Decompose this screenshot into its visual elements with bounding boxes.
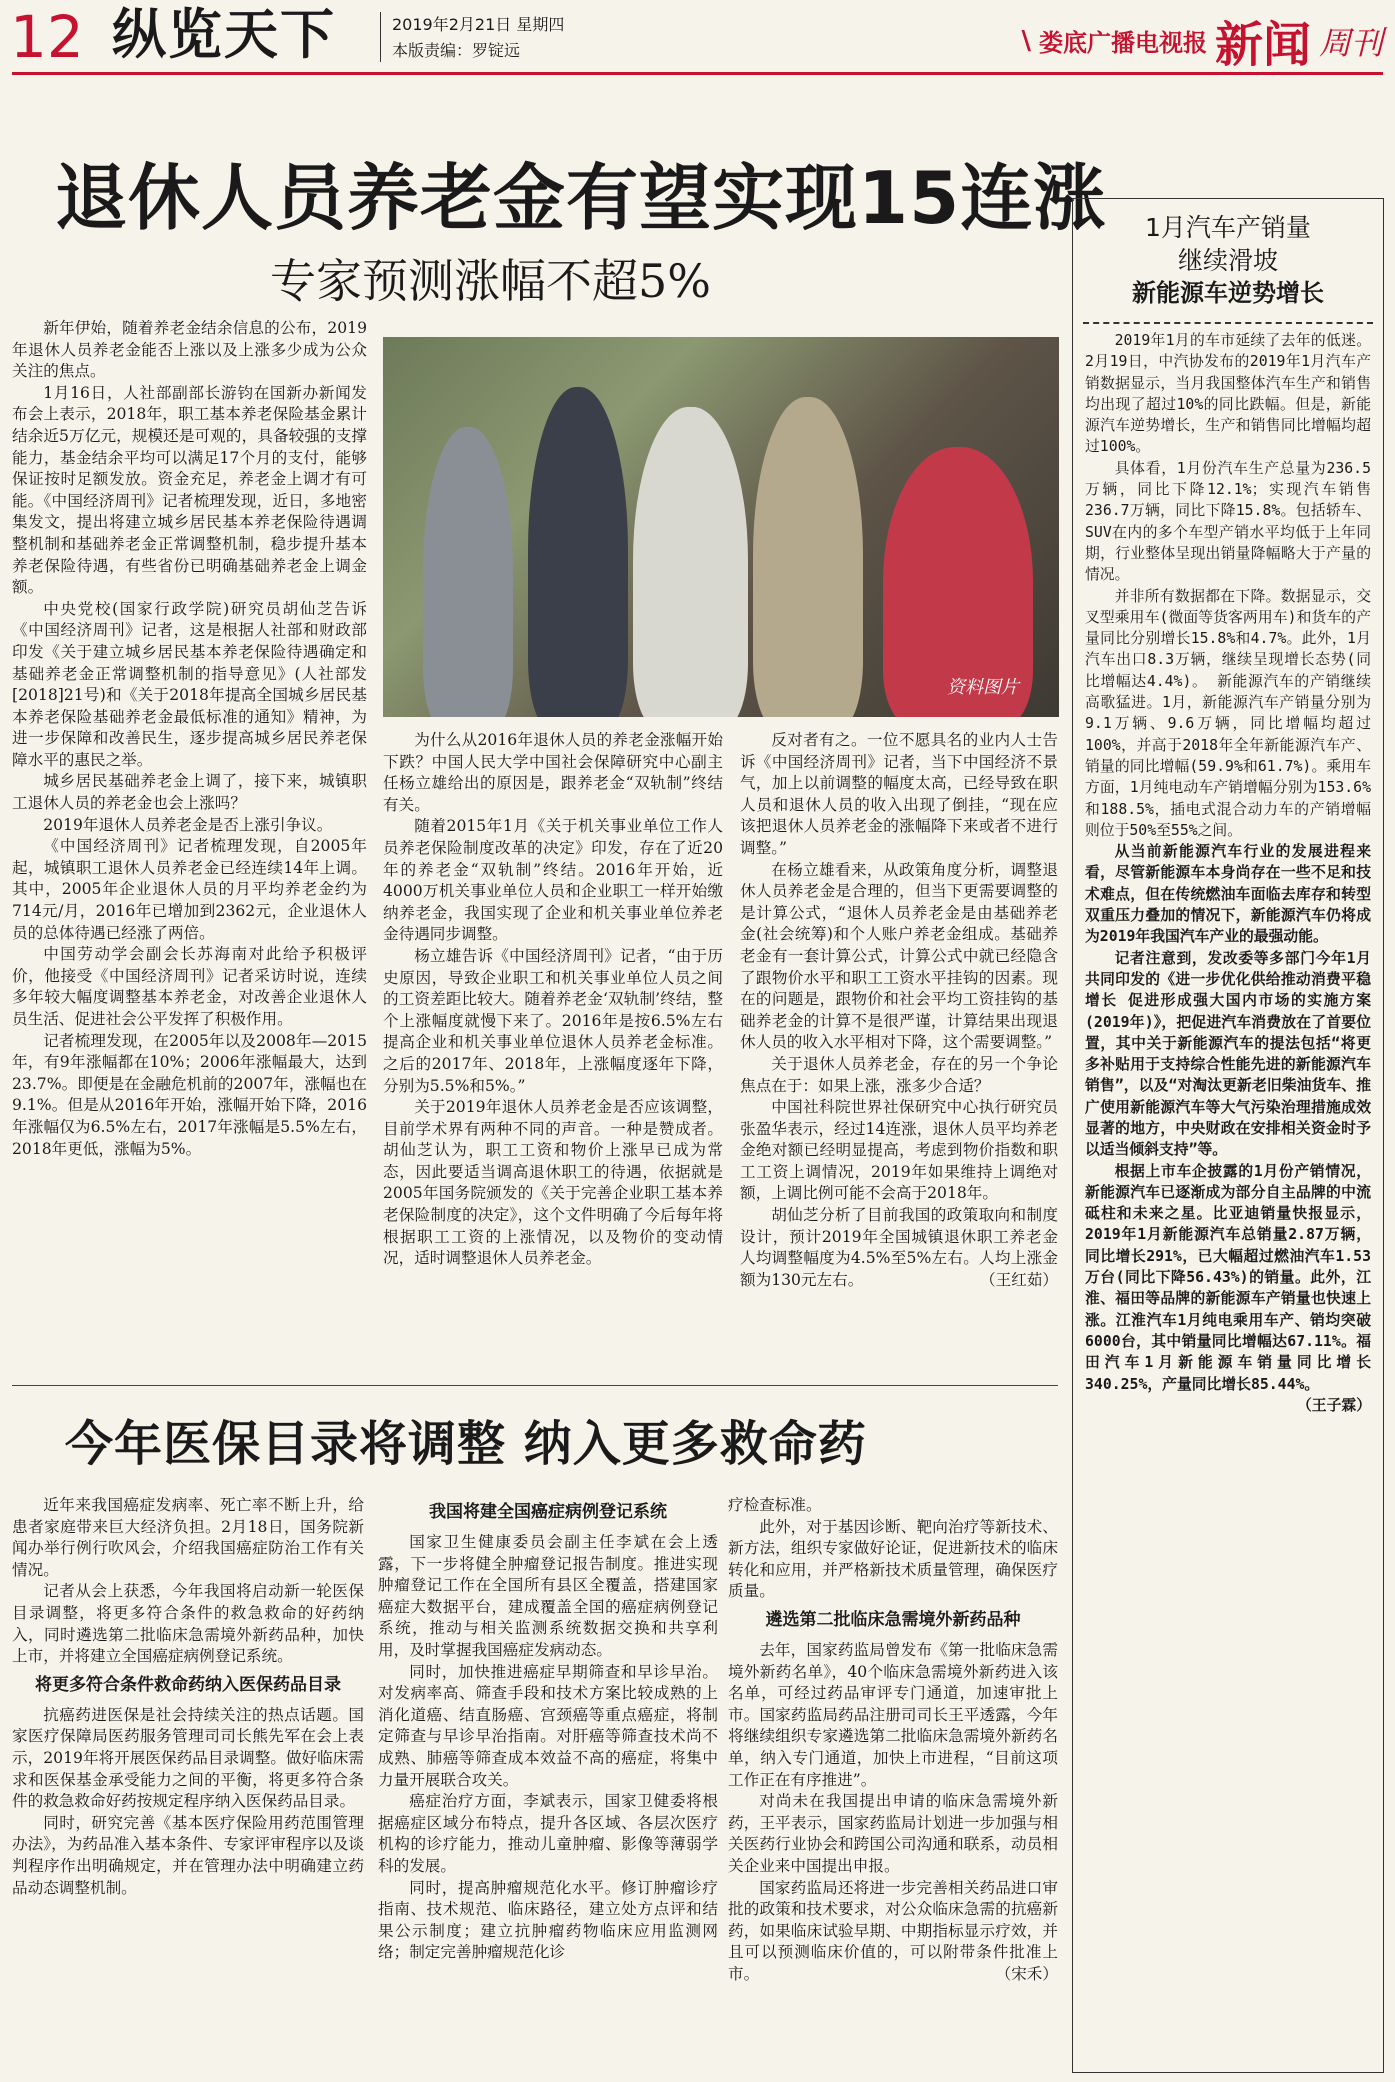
section-divider (12, 1385, 1058, 1386)
article2-column-3 (728, 1495, 1058, 1985)
paragraph: 记者梳理发现，在2005年以及2008年—2015年，有9年涨幅都在10%；2006年涨幅最大，达到23.7%。即便是在金融危机前的2007年，涨幅也在9.1%。但是从2016年开始，涨幅开始下降，2016年涨幅仅为6.5%左右，2017年涨幅是5.5%左右，2018年更低，涨幅为5%。 (12, 1031, 367, 1158)
paragraph: 对尚未在我国提出申请的临床急需境外新药，王平表示，国家药监局计划进一步加强与相关医药行业协会和跨国公司沟通和联系，动员相关企业来中国提出申报。 (728, 1792, 1058, 1875)
article1-column-1 (12, 318, 367, 1160)
article2-headline: 今年医保目录将调整 纳入更多救命药 (65, 1416, 867, 1472)
brand-station: 娄底广播电视报 (1038, 29, 1207, 57)
article2-subheading-2: 我国将建全国癌症病例登记系统 (429, 1502, 667, 1522)
paragraph: 国家药监局还将进一步完善相关药品进口审批的政策和技术要求，对公众临床急需的抗癌新药，如果临床试验早期、中期指标显示疗效，并且可以预测临床价值的，可以附带条件批准上市。 （宋禾） (728, 1878, 1058, 1986)
article2-author: （宋禾） (995, 1964, 1058, 1983)
paragraph: 新年伊始，随着养老金结余信息的公布，2019年退休人员养老金能否上涨以及上涨多少成为公众关注的焦点。 (12, 319, 367, 381)
article2-column-2 (378, 1495, 718, 1964)
sidebar-title (1073, 199, 1383, 310)
article1-author: （王红茹） (980, 1270, 1058, 1289)
paragraph: 根据上市车企披露的1月份产销情况，新能源汽车已逐渐成为部分自主品牌的中流砥柱和未来之星。比亚迪销量快报显示，2019年1月新能源汽车总销量2.87万辆，同比增长291%，已大幅超过燃油汽车1.53万台(同比下降56.43%)的销量。此外，江淮、福田等品牌的新能源车产销量也快速上涨。江淮汽车1月纯电乘用车产、销均突破6000台，其中销量同比增幅达67.11%。福田汽车1月新能源车销量同比增长340.25%，产量同比增长85.44%。 （王子霖） (1085, 1161, 1371, 1395)
masthead-divider (380, 12, 381, 62)
paragraph: 去年，国家药监局曾发布《第一批临床急需境外新药名单》，40个临床急需境外新药进入该名单，可经过药品审评专门通道，加速审批上市。国家药监局药品注册司司长王平透露，今年将继续组织专家遴选第二批临床急需境外新药名单，纳入专门通道，加快上市进程，“目前这项工作正在有序推进”。 (728, 1640, 1058, 1789)
paragraph: 中国社科院世界社保研究中心执行研究员张盈华表示，经过14连涨，退休人员平均养老金绝对额已经明显提高，考虑到物价指数和职工工资上调情况，2019年如果维持上调绝对额，上调比例可能不会高于2018年。 (740, 1098, 1058, 1203)
article2-column-1 (12, 1495, 364, 1899)
article2-subheading-3: 遴选第二批临床急需境外新药品种 (765, 1609, 1021, 1630)
paragraph: 并非所有数据都在下降。数据显示，交叉型乘用车(微面等货客两用车)和货车的产量同比分别增长15.8%和4.7%。此外，1月汽车出口8.3万辆，继续呈现增长态势(同比增幅达4.4%)。 新能源汽车的产销继续高歌猛进。1月，新能源汽车产销量分别为9.1万辆、9.6万辆，同比增幅均超过100%，并高于2018年全年新能源汽车产、销量的同比增幅(59.9%和61.7%)。乘用车方面，1月纯电动车产销增幅分别为153.6%和188.5%，插电式混合动力车的产销增幅则位于50%至55%之间。 (1085, 587, 1371, 839)
paragraph: 抗癌药进医保是社会持续关注的热点话题。国家医疗保障局医药服务管理司司长熊先军在会上表示，2019年将开展医保药品目录调整。做好临床需求和医保基金承受能力之间的平衡，将更多符合条件的救急救命好药按规定程序纳入医保药品目录。 (12, 1705, 364, 1811)
article1-column-2 (383, 730, 723, 1270)
paragraph: 记者注意到，发改委等多部门今年1月共同印发的《进一步优化供给推动消费平稳增长 促进形成强大国内市场的实施方案(2019年)》，把促进汽车消费放在了首要位置，其中关于新能源汽车的提法包括“将更多补贴用于支持综合性能先进的新能源汽车销售”，以及“对淘汰更新老旧柴油货车、推广使用新能源汽车等大气污染治理措施成效显著的地方，中央财政在安排相关资金时予以适当倾斜支持”等。 (1085, 949, 1371, 1159)
paragraph: 具体看，1月份汽车生产总量为236.5万辆，同比下降12.1%；实现汽车销售236.7万辆，同比下降15.8%。包括轿车、SUV在内的多个车型产销水平均低于上年同期，行业整体呈现出销量降幅略大于产量的情况。 (1085, 459, 1371, 584)
sidebar-title-line-1: 1月汽车产销量 (1145, 213, 1311, 242)
paragraph: 从当前新能源汽车行业的发展进程来看，尽管新能源车本身尚存在一些不足和技术难点，但在传统燃油车面临去库存和转型双重压力叠加的情况下，新能源汽车仍将成为2019年我国汽车产业的最强动能。 (1085, 843, 1371, 946)
article1-photo (383, 337, 1059, 717)
paragraph: 随着2015年1月《关于机关事业单位工作人员养老保险制度改革的决定》印发，存在了近20年的养老金“双轨制”终结。2016年开始，近4000万机关事业单位人员和企业职工一样开始缴纳养老金，我国实现了企业和机关事业单位养老金待遇同步调整。 (383, 817, 723, 944)
paragraph: 《中国经济周刊》记者梳理发现，自2005年起，城镇职工退休人员养老金已经连续14年上调。其中，2005年企业退休人员的月平均养老金约为714元/月，2016年已增加到2362元，企业退休人员的总体待遇已经涨了两倍。 (12, 837, 367, 942)
paragraph: 疗检查标准。 (728, 1496, 822, 1514)
paragraph: 关于退休人员养老金，存在的另一个争论焦点在于：如果上涨，涨多少合适？ (740, 1054, 1058, 1095)
sidebar-article (1072, 198, 1384, 2073)
paragraph: 为什么从2016年退休人员的养老金涨幅开始下跌？中国人民大学中国社会保障研究中心副主任杨立雄给出的原因是，跟养老金“双轨制”终结有关。 (383, 731, 723, 814)
paragraph: 同时，加快推进癌症早期筛查和早诊早治。对发病率高、筛查手段和技术方案比较成熟的上消化道癌、结直肠癌、宫颈癌等重点癌症，将制定筛查与早诊早治指南。对肝癌等筛查技术尚不成熟、肺癌等筛查成本效益不高的癌症，将集中力量开展联合攻关。 (378, 1662, 718, 1789)
photo-figure (423, 427, 513, 717)
article1-headline: 退休人员养老金有望实现15连涨 (55, 156, 1107, 240)
page-editor: 本版责编：罗锭远 (392, 41, 521, 60)
paragraph: 同时，研究完善《基本医疗保险用药范围管理办法》，为药品准入基本条件、专家评审程序以及谈判程序作出明确规定，并在管理办法中明确建立药品动态调整机制。 (12, 1813, 364, 1897)
brand-logo (1021, 6, 1383, 75)
photo-credit: 资料图片 (947, 677, 1019, 698)
paragraph: 胡仙芝分析了目前我国的政策取向和制度设计，预计2019年全国城镇退休职工养老金人均调整幅度为4.5%至5%左右。人均上涨金额为130元左右。 （王红茹） (740, 1205, 1058, 1291)
article2-subheading-1: 将更多符合条件救命药纳入医保药品目录 (35, 1674, 341, 1695)
paragraph: 杨立雄告诉《中国经济周刊》记者，“由于历史原因，导致企业职工和机关事业单位人员之间的工资差距比较大。随着养老金‘双轨制’终结，整个上涨幅度就慢下来了。2016年是按6.5%左右提高企业和机关事业单位退休人员养老金标准。之后的2017年、2018年，上涨幅度逐年下降，分别为5.5%和5%。” (383, 946, 723, 1095)
paragraph: 反对者有之。一位不愿具名的业内人士告诉《中国经济周刊》记者，当下中国经济不景气，加上以前调整的幅度太高，已经导致在职人员和退休人员的收入出现了倒挂，“现在应该把退休人员养老金的涨幅降下来或者不进行调整。” (740, 731, 1058, 857)
sidebar-body (1073, 324, 1383, 1414)
paragraph: 在杨立雄看来，从政策角度分析，调整退休人员养老金是合理的，但当下更需要调整的是计算公式，“退休人员养老金是由基础养老金(社会统筹)和个人账户养老金组成。基础养老金有一套计算公式，计算公式中就已经隐含了跟物价水平和职工工资水平挂钩的因素。现在的问题是，跟物价和社会平均工资挂钩的基础养老金的计算不是很严谨，计算结果出现退休人员的收入水平相对下降，这个需要调整。” (740, 860, 1058, 1052)
paragraph: 2019年1月的车市延续了去年的低迷。2月19日，中汽协发布的2019年1月汽车产销数据显示，当月我国整体汽车生产和销售均出现了超过10%的同比跌幅。但是，新能源汽车逆势增长，生产和销售同比增幅均超过100%。 (1085, 332, 1371, 456)
photo-figure (753, 397, 863, 717)
masthead-rule (12, 72, 1383, 75)
paragraph: 此外，对于基因诊断、靶向治疗等新技术、新方法，组织专家做好论证，促进新技术的临床转化和应用，并严格新技术质量管理，确保医疗质量。 (728, 1517, 1058, 1601)
paragraph: 2019年退休人员养老金是否上涨引争议。 (43, 815, 333, 834)
brand-weekly: 周刊 (1318, 23, 1383, 62)
paragraph: 城乡居民基础养老金上调了，接下来，城镇职工退休人员的养老金也会上涨吗？ (12, 772, 367, 813)
brand-news: 新闻 (1214, 17, 1311, 73)
paragraph: 中央党校(国家行政学院)研究员胡仙芝告诉《中国经济周刊》记者，这是根据人社部和财政部印发《关于建立城乡居民基本养老保险待遇确定和基础养老金正常调整机制的指导意见》(人社部发[2018]21号)和《关于2018年提高全国城乡居民基本养老保险基础养老金最低标准的通知》精神，为进一步保障和改善民生，逐步提高城乡居民养老保障水平的惠民之举。 (12, 599, 367, 769)
paragraph: 同时，提高肿瘤规范化水平。修订肿瘤诊疗指南、技术规范、临床路径，建立处方点评和结果公示制度；建立抗肿瘤药物临床应用监测网络；制定完善肿瘤规范化诊 (378, 1878, 718, 1962)
article1-subhead: 专家预测涨幅不超5% (270, 254, 711, 308)
photo-figure (633, 407, 748, 717)
paragraph: 中国劳动学会副会长苏海南对此给予积极评价，他接受《中国经济周刊》记者采访时说，连续多年较大幅度调整基本养老金，对改善企业退休人员生活、促进社会公平发挥了积极作用。 (12, 945, 367, 1028)
paragraph: 癌症治疗方面，李斌表示，国家卫健委将根据癌症区域分布特点，提升各区域、各层次医疗机构的诊疗能力，推动儿童肿瘤、影像等薄弱学科的发展。 (378, 1792, 718, 1875)
section-title: 纵览天下 (112, 3, 336, 66)
paragraph: 国家卫生健康委员会副主任李斌在会上透露，下一步将健全肿瘤登记报告制度。推进实现肿瘤登记工作在全国所有县区全覆盖，搭建国家癌症大数据平台，建成覆盖全国的癌症病例登记系统，推动与相关监测系统数据交换和共享利用，及时掌握我国癌症发病动态。 (378, 1533, 718, 1659)
sidebar-author: （王子霖） (1297, 1396, 1371, 1414)
article1-column-3 (740, 730, 1058, 1291)
photo-figure (528, 387, 628, 717)
page-number: 12 (10, 3, 84, 71)
sidebar-title-line-3: 新能源车逆势增长 (1132, 279, 1324, 307)
paragraph: 记者从会上获悉，今年我国将启动新一轮医保目录调整，将更多符合条件的救急救命的好药纳入，同时遴选第二批临床急需境外新药品种，加快上市，并将建立全国癌症病例登记系统。 (12, 1582, 364, 1666)
sidebar-title-line-2: 继续滑坡 (1177, 246, 1278, 275)
paragraph: 1月16日，人社部副部长游钧在国新办新闻发布会上表示，2018年，职工基本养老保险基金累计结余近5万亿元，规模还是可观的，具备较强的支撑能力，基金结余平均可以满足17个月的支付，能够保证按时足额发放。资金充足，养老金上调才有可能。《中国经济周刊》记者梳理发现，近日，多地密集发文，提出将建立城乡居民基本养老保险待遇调整机制和基础养老金正常调整机制，稳步提升基本养老保险待遇，有些省份已明确基础养老金上调金额。 (12, 383, 367, 597)
paragraph: 近年来我国癌症发病率、死亡率不断上升，给患者家庭带来巨大经济负担。2月18日，国务院新闻办举行例行吹风会，介绍我国癌症防治工作有关情况。 (12, 1496, 364, 1579)
issue-date: 2019年2月21日 星期四 (392, 15, 565, 34)
paragraph: 关于2019年退休人员养老金是否应该调整，目前学术界有两种不同的声音。一种是赞成者。胡仙芝认为，职工工资和物价上涨早已成为常态，因此要适当调高退休职工的待遇，依据就是2005年国务院颁发的《关于完善企业职工基本养老保险制度的决定》，这个文件明确了今后每年将根据职工工资的上涨情况，以及物价的变动情况，适时调整退休人员养老金。 (383, 1098, 723, 1268)
brand-slash-icon: \ (1021, 25, 1031, 56)
